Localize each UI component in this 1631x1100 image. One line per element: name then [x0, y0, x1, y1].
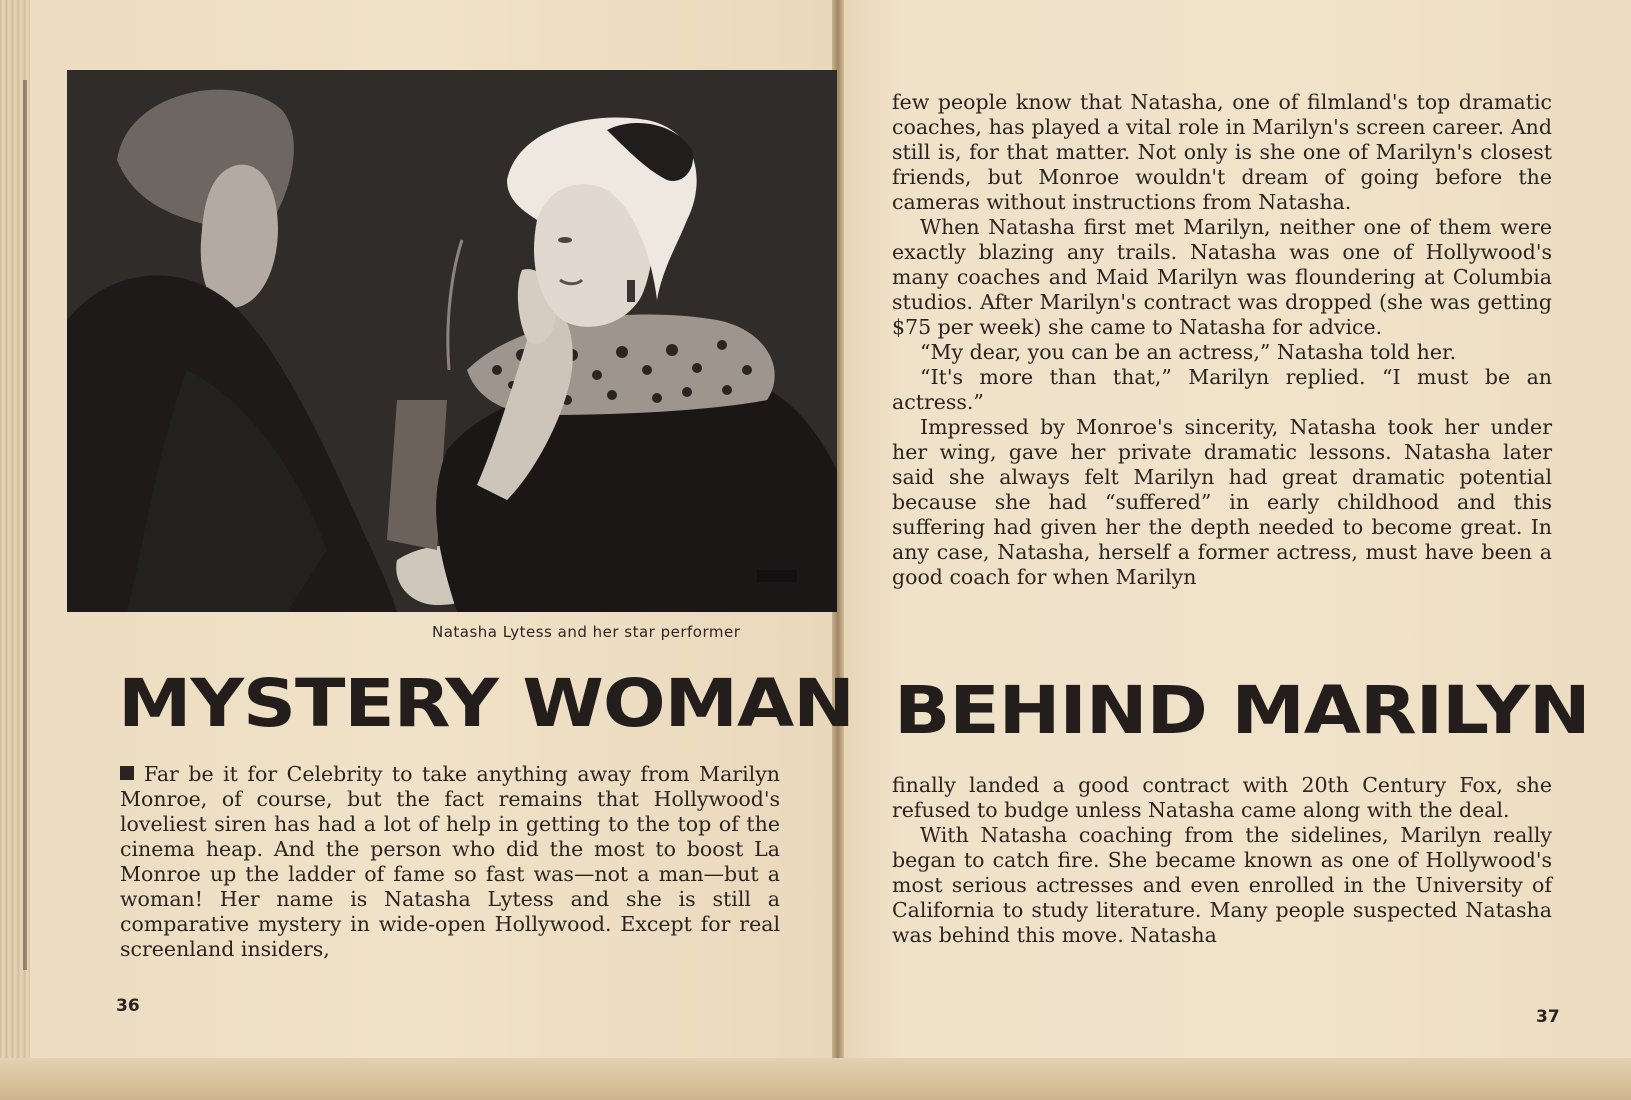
bottom-edge [0, 1058, 1631, 1100]
paragraph: Impressed by Monroe's sincerity, Natasha took her under her wing, gave her private dramatic lessons. Natasha later said she always felt Marilyn had great dramatic potential because she had “suffered” in early childhood and this suffering had given her the depth needed to become great. In any case, Natasha, herself a former actress, must have been a good coach for when Marilyn [892, 415, 1552, 589]
page-edge-shadow [23, 80, 27, 970]
article-body-left [120, 762, 780, 962]
paragraph-text: Far be it for Celebrity to take anything away from Marilyn Monroe, of course, but the fact remains that Hollywood's loveliest siren has had a lot of help in getting to the top of the cinema heap. And the person who did the most to boost La Monroe up the ladder of fame so fast was—not a man—but a woman! Her name is Natasha Lytess and she is still a comparative mystery in wide-open Hollywood. Except for real screenland insiders, [120, 762, 780, 961]
paragraph: “It's more than that,” Marilyn replied. “I must be an actress.” [892, 365, 1552, 414]
bullet-square-icon [120, 766, 134, 780]
paragraph: When Natasha first met Marilyn, neither one of them were exactly blazing any trails. Natasha was one of Hollywood's many coaches and Maid Marilyn was floundering at Columbia studios. After Marilyn's contract was dropped (she was getting $75 per week) she came to Natasha for advice. [892, 215, 1552, 339]
article-body-right-top [892, 90, 1552, 590]
page-number-left: 36 [116, 996, 140, 1016]
paragraph [120, 762, 780, 962]
paragraph: finally landed a good contract with 20th Century Fox, she refused to budge unless Natasha came along with the deal. [892, 773, 1552, 822]
page-number-right: 37 [1536, 1007, 1560, 1027]
paragraph: few people know that Natasha, one of filmland's top dramatic coaches, has played a vital role in Marilyn's screen career. And still is, for that matter. Not only is she one of Marilyn's closest friends, but Monroe wouldn't dream of going before the cameras without instructions from Natasha. [892, 90, 1552, 214]
headline-right: BEHIND MARILYN [894, 672, 1590, 749]
paragraph: “My dear, you can be an actress,” Natasha told her. [920, 340, 1457, 364]
paragraph: With Natasha coaching from the sidelines, Marilyn really began to catch fire. She became known as one of Hollywood's most serious actresses and even enrolled in the University of California to study literature. Many people suspected Natasha was behind this move. Natasha [892, 823, 1552, 947]
photo-natasha-and-marilyn [67, 70, 837, 612]
photo-caption: Natasha Lytess and her star performer [432, 623, 741, 641]
headline-left: MYSTERY WOMAN [118, 665, 854, 742]
article-body-right-bottom [892, 773, 1552, 948]
